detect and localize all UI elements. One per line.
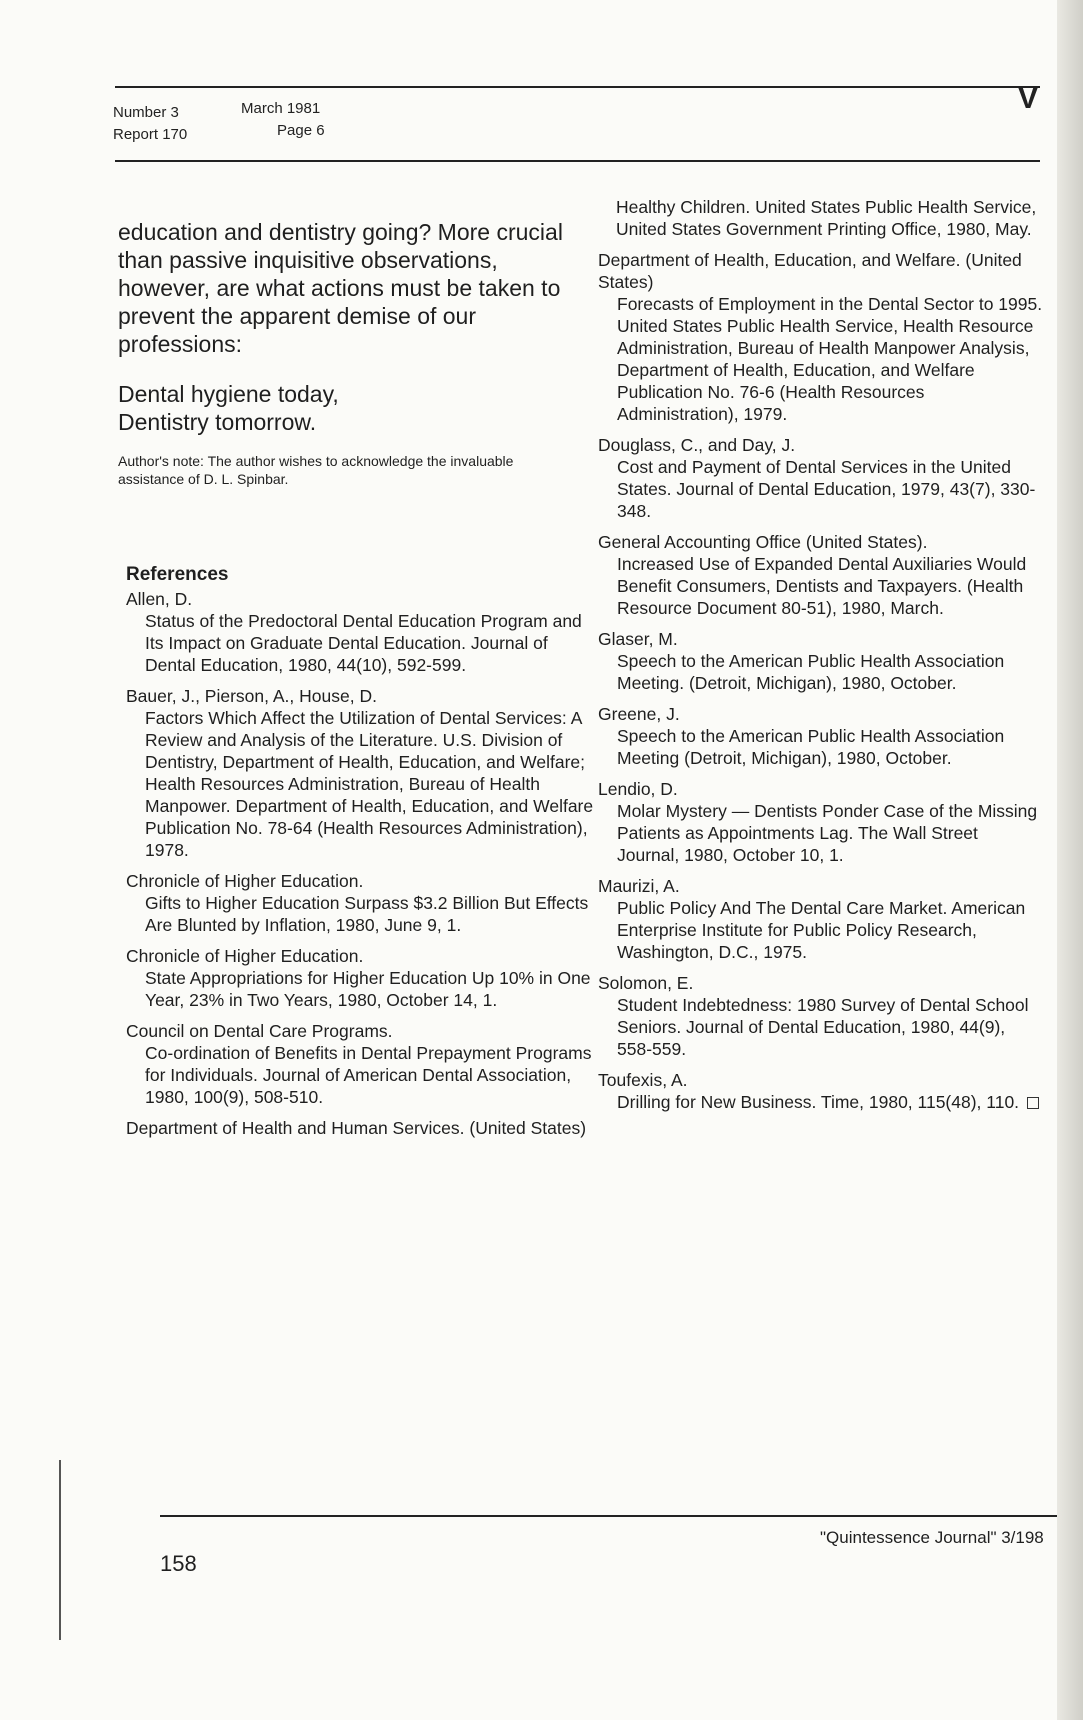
header-top-rule xyxy=(115,86,1040,88)
tagline-line-2: Dentistry tomorrow. xyxy=(118,409,317,435)
end-mark-icon xyxy=(1027,1097,1039,1109)
page-edge-shadow xyxy=(1057,0,1083,1720)
header-report: Report 170 xyxy=(113,126,188,143)
volume-mark: V xyxy=(1018,82,1039,115)
reference-author: Department of Health and Human Services. (United States) xyxy=(126,1118,587,1138)
reference-item xyxy=(598,875,1043,963)
left-column xyxy=(118,218,568,488)
reference-item xyxy=(598,628,1043,694)
page-number: 158 xyxy=(160,1551,197,1576)
reference-text-content: Drilling for New Business. Time, 1980, 115(48), 110. xyxy=(617,1092,1020,1112)
reference-item xyxy=(126,1020,596,1108)
lead-paragraph: education and dentistry going? More crucial than passive inquisitive observations, however, are what actions must be taken to prevent the apparent demise of our professions: xyxy=(118,219,563,357)
reference-text: State Appropriations for Higher Education Up 10% in One Year, 23% in Two Years, 1980, October 14, 1. xyxy=(145,968,591,1010)
reference-author: Douglass, C., and Day, J. xyxy=(598,435,796,455)
reference-item xyxy=(598,434,1043,522)
reference-item xyxy=(598,531,1043,619)
header-bottom-rule xyxy=(115,160,1040,162)
reference-item xyxy=(598,703,1043,769)
reference-author: Chronicle of Higher Education. xyxy=(126,871,364,891)
reference-item xyxy=(598,778,1043,866)
references-right xyxy=(598,196,1043,1122)
header-number: Number 3 xyxy=(113,104,179,121)
reference-text: Co-ordination of Benefits in Dental Prepayment Programs for Individuals. Journal of American Dental Association, 1980, 100(9), 508-510. xyxy=(145,1043,592,1107)
reference-text: Factors Which Affect the Utilization of Dental Services: A Review and Analysis of the Literature. U.S. Division of Dentistry, Department of Health, Education, and Welfare; Health Resources Administration, Bureau of Health Manpower. Department of Health, Education, and Welfare Publication No. 78-64 (Health Resources Administration), 1978. xyxy=(145,708,594,860)
reference-author: Glaser, M. xyxy=(598,629,678,649)
reference-text: Forecasts of Employment in the Dental Sector to 1995. United States Public Health Service, Health Resource Administration, Bureau of Health Manpower Analysis, Department of Health, Education, and Welfare Publication No. 76-6 (Health Resources Administration), 1979. xyxy=(617,294,1043,424)
reference-item xyxy=(126,945,596,1011)
reference-text: Student Indebtedness: 1980 Survey of Dental School Seniors. Journal of Dental Education, 1980, 44(9), 558-559. xyxy=(617,995,1029,1059)
reference-text: Gifts to Higher Education Surpass $3.2 Billion But Effects Are Blunted by Inflation, 1980, June 9, 1. xyxy=(145,893,589,935)
reference-author: Chronicle of Higher Education. xyxy=(126,946,364,966)
reference-author: Bauer, J., Pierson, A., House, D. xyxy=(126,686,377,706)
reference-author: Allen, D. xyxy=(126,589,193,609)
references-left xyxy=(126,564,596,1148)
tagline-line-1: Dental hygiene today, xyxy=(118,381,339,407)
authors-note: Author's note: The author wishes to acknowledge the invaluable assistance of D. L. Spinbar. xyxy=(118,453,514,487)
reference-text: Molar Mystery — Dentists Ponder Case of the Missing Patients as Appointments Lag. The Wall Street Journal, 1980, October 10, 1. xyxy=(617,801,1038,865)
reference-text xyxy=(598,1091,1043,1113)
reference-author: Department of Health, Education, and Welfare. (United States) xyxy=(598,250,1022,292)
reference-item xyxy=(598,196,1043,240)
reference-author: Maurizi, A. xyxy=(598,876,680,896)
header-page: Page 6 xyxy=(277,122,325,139)
reference-author: Toufexis, A. xyxy=(598,1070,688,1090)
reference-text: Speech to the American Public Health Association Meeting. (Detroit, Michigan), 1980, October. xyxy=(617,651,1005,693)
reference-item xyxy=(598,972,1043,1060)
reference-author: Council on Dental Care Programs. xyxy=(126,1021,393,1041)
header-date: March 1981 xyxy=(241,100,321,117)
margin-mark xyxy=(59,1460,61,1640)
footer-rule xyxy=(160,1515,1057,1517)
reference-item xyxy=(126,685,596,861)
reference-item xyxy=(126,870,596,936)
footer-journal: "Quintessence Journal" 3/198 xyxy=(820,1528,1044,1547)
reference-text: Public Policy And The Dental Care Market. American Enterprise Institute for Public Policy Research, Washington, D.C., 1975. xyxy=(617,898,1026,962)
reference-item xyxy=(126,588,596,676)
references-heading: References xyxy=(126,564,229,585)
reference-author: General Accounting Office (United States). xyxy=(598,532,928,552)
reference-text: Healthy Children. United States Public Health Service, United States Government Printing Office, 1980, May. xyxy=(616,197,1037,239)
reference-author: Solomon, E. xyxy=(598,973,694,993)
reference-text: Cost and Payment of Dental Services in the United States. Journal of Dental Education, 1979, 43(7), 330-348. xyxy=(617,457,1036,521)
reference-text: Speech to the American Public Health Association Meeting (Detroit, Michigan), 1980, October. xyxy=(617,726,1005,768)
reference-item xyxy=(126,1117,596,1139)
reference-item xyxy=(598,249,1043,425)
reference-text: Increased Use of Expanded Dental Auxiliaries Would Benefit Consumers, Dentists and Taxpayers. (Health Resource Document 80-51), 1980, March. xyxy=(617,554,1027,618)
reference-author: Greene, J. xyxy=(598,704,680,724)
reference-author: Lendio, D. xyxy=(598,779,678,799)
reference-text: Status of the Predoctoral Dental Education Program and Its Impact on Graduate Dental Education. Journal of Dental Education, 1980, 44(10), 592-599. xyxy=(145,611,582,675)
reference-item xyxy=(598,1069,1043,1113)
